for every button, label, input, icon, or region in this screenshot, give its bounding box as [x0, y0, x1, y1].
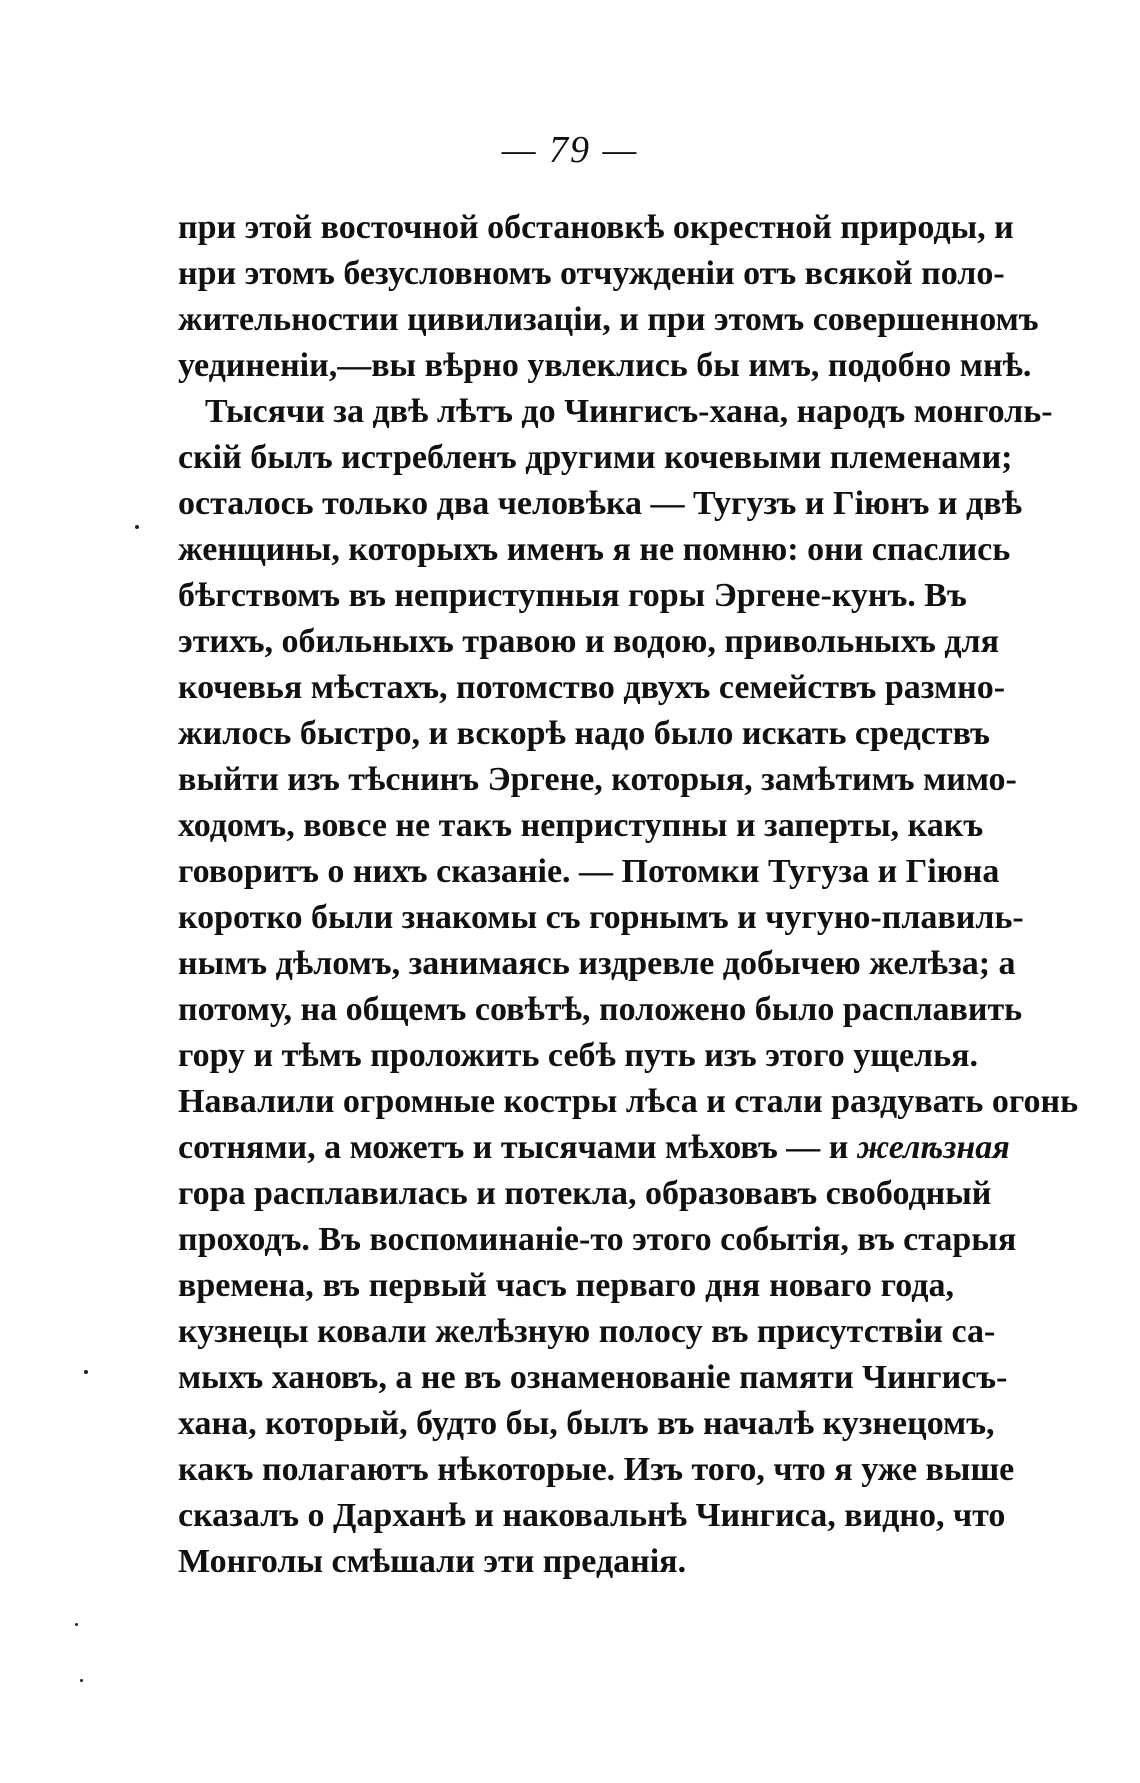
text-line: гора расплавилась и потекла, образовавъ свободный: [178, 1175, 992, 1212]
text-line-with-emphasis: [178, 1125, 1010, 1171]
text-line: потому, на общемъ совѣтѣ, положено было расплавить: [178, 991, 1023, 1028]
text-line: хана, который, будто бы, былъ въ началѣ кузнецомъ,: [178, 1405, 995, 1442]
text-line: нри этомъ безусловномъ отчужденіи отъ всякой поло-: [178, 255, 1005, 292]
text-line: бѣгствомъ въ неприступныя горы Эргене-кунъ. Въ: [178, 577, 967, 614]
text-line: Тысячи за двѣ лѣтъ до Чингисъ-хана, народъ монголь-: [205, 393, 1053, 430]
text-line: при этой восточной обстановкѣ окрестной природы, и: [178, 209, 1014, 246]
text-line: ходомъ, вовсе не такъ неприступны и заперты, какъ: [178, 807, 984, 844]
text-line: скій былъ истребленъ другими кочевыми племенами;: [178, 439, 1013, 476]
text-line: нымъ дѣломъ, занимаясь издревле добычею желѣза; а: [178, 945, 1016, 982]
text-line: сказалъ о Дарханѣ и наковальнѣ Чингиса, видно, что: [178, 1497, 1006, 1534]
scan-speck: [84, 1370, 88, 1374]
scan-speck: [80, 1679, 83, 1682]
text-line: Навалили огромные костры лѣса и стали раздувать огонь: [178, 1083, 1079, 1120]
text-line: жилось быстро, и вскорѣ надо было искать средствъ: [178, 715, 990, 752]
text-line: гору и тѣмъ проложить себѣ путь изъ этого ущелья.: [178, 1037, 978, 1074]
text-line: какъ полагаютъ нѣкоторые. Изъ того, что я уже выше: [178, 1451, 1015, 1488]
text-line: коротко были знакомы съ горнымъ и чугуно-плавиль-: [178, 899, 1024, 936]
text-line: выйти изъ тѣснинъ Эргене, которыя, замѣтимъ мимо-: [178, 761, 1017, 798]
body-text: [178, 205, 1079, 1585]
text-line: осталось только два человѣка — Тугузъ и Гіюнъ и двѣ: [178, 485, 1022, 522]
italic-word: желѣзная: [856, 1129, 1010, 1166]
text-line: кузнецы ковали желѣзную полосу въ присутствіи са-: [178, 1313, 996, 1350]
text-line: жительностии цивилизаціи, и при этомъ совершенномъ: [178, 301, 1039, 338]
page-number: — 79 —: [501, 129, 639, 171]
text-line: уединеніи,—вы вѣрно увлеклись бы имъ, подобно мнѣ.: [178, 347, 1032, 384]
text-line: Монголы смѣшали эти преданія.: [178, 1543, 687, 1580]
text-line: этихъ, обильныхъ травою и водою, привольныхъ для: [178, 623, 1000, 660]
text-line: проходъ. Въ воспоминаніе-то этого событія, въ старыя: [178, 1221, 1017, 1258]
text-line: говоритъ о нихъ сказаніе. — Потомки Тугуза и Гіюна: [178, 853, 1000, 890]
text-line: кочевья мѣстахъ, потомство двухъ семействъ размно-: [178, 669, 1006, 706]
text-fragment: сотнями, а можетъ и тысячами мѣховъ — и: [178, 1129, 857, 1166]
scan-speck: [135, 525, 139, 529]
text-line: женщины, которыхъ именъ я не помню: они спаслись: [178, 531, 1011, 568]
scan-speck: [75, 1623, 78, 1626]
text-line: времена, въ первый часъ перваго дня новаго года,: [178, 1267, 954, 1304]
text-line: мыхъ хановъ, а не въ ознаменованіе памяти Чингисъ-: [178, 1359, 1008, 1396]
